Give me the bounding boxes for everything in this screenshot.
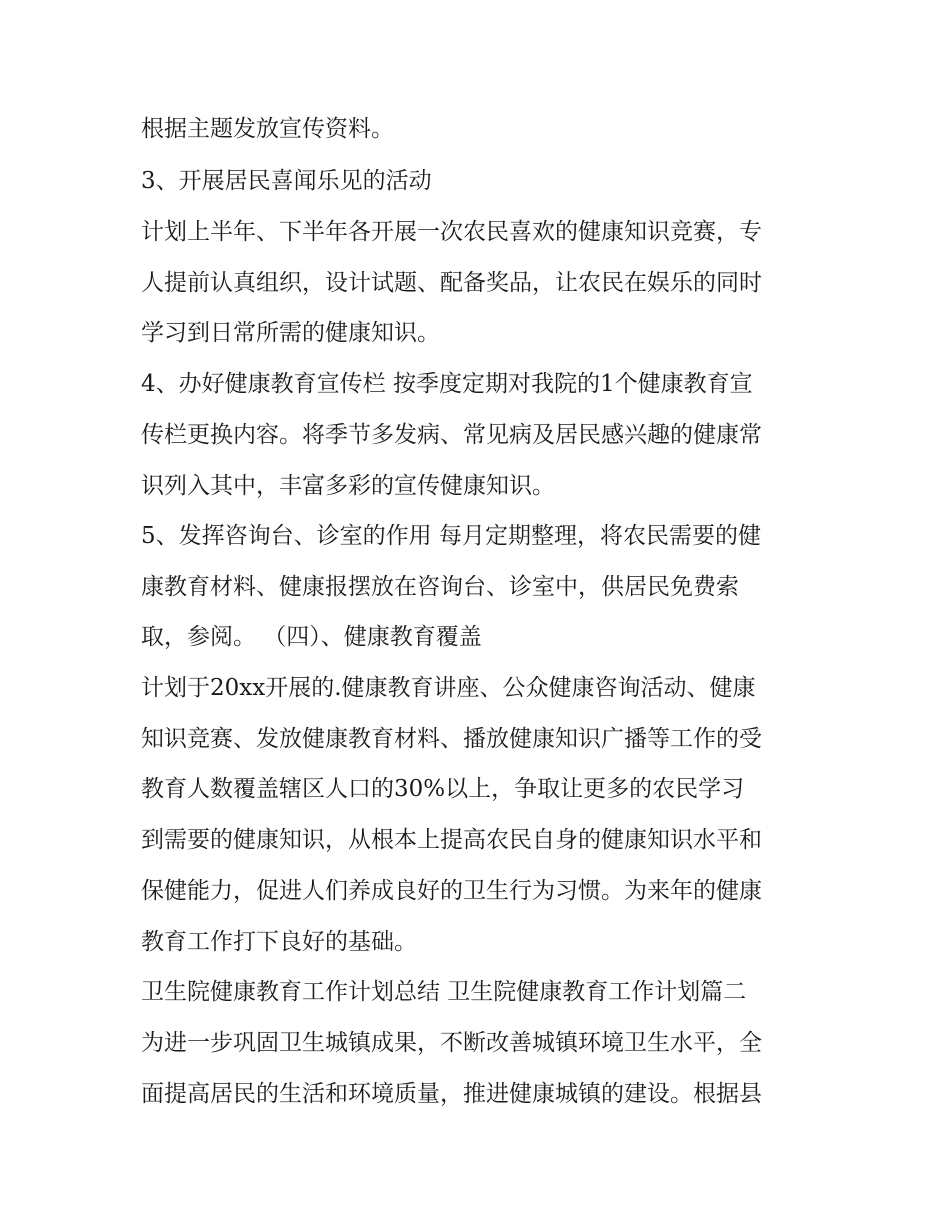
text-line: 计划上半年、下半年各开展一次农民喜欢的健康知识竞赛，专 [141, 219, 762, 245]
text-line: 计划于20xx开展的.健康教育讲座、公众健康咨询活动、健康 [141, 675, 756, 701]
text-line: 人提前认真组织，设计试题、配备奖品，让农民在娱乐的同时 [141, 270, 762, 296]
text-line: 保健能力，促进人们养成良好的卫生行为习惯。为来年的健康 [141, 878, 762, 904]
text-line: 教育工作打下良好的基础。 [141, 929, 417, 955]
text-line: 根据主题发放宣传资料。 [141, 116, 394, 142]
text-line: 学习到日常所需的健康知识。 [141, 320, 440, 346]
text-line: 卫生院健康教育工作计划总结 卫生院健康教育工作计划篇二 [141, 979, 747, 1005]
text-line: 5、发挥咨询台、诊室的作用 每月定期整理，将农民需要的健 [141, 523, 761, 549]
text-line: 康教育材料、健康报摆放在咨询台、诊室中，供居民免费索 [141, 574, 739, 600]
text-line: 4、办好健康教育宣传栏 按季度定期对我院的1个健康教育宣 [141, 371, 753, 397]
text-line: 教育人数覆盖辖区人口的30%以上，争取让更多的农民学习 [141, 776, 745, 802]
text-line: 到需要的健康知识，从根本上提高农民自身的健康知识水平和 [141, 827, 762, 853]
text-line: 知识竞赛、发放健康教育材料、播放健康知识广播等工作的受 [141, 726, 762, 752]
text-line: 面提高居民的生活和环境质量，推进健康城镇的建设。根据县 [141, 1081, 762, 1107]
text-line: 识列入其中，丰富多彩的宣传健康知识。 [141, 473, 555, 499]
text-line: 3、开展居民喜闻乐见的活动 [141, 168, 432, 194]
text-line: 为进一步巩固卫生城镇成果，不断改善城镇环境卫生水平，全 [141, 1030, 762, 1056]
text-line: 取，参阅。 （四）、健康教育覆盖 [141, 624, 482, 650]
text-line: 传栏更换内容。将季节多发病、常见病及居民感兴趣的健康常 [141, 422, 762, 448]
